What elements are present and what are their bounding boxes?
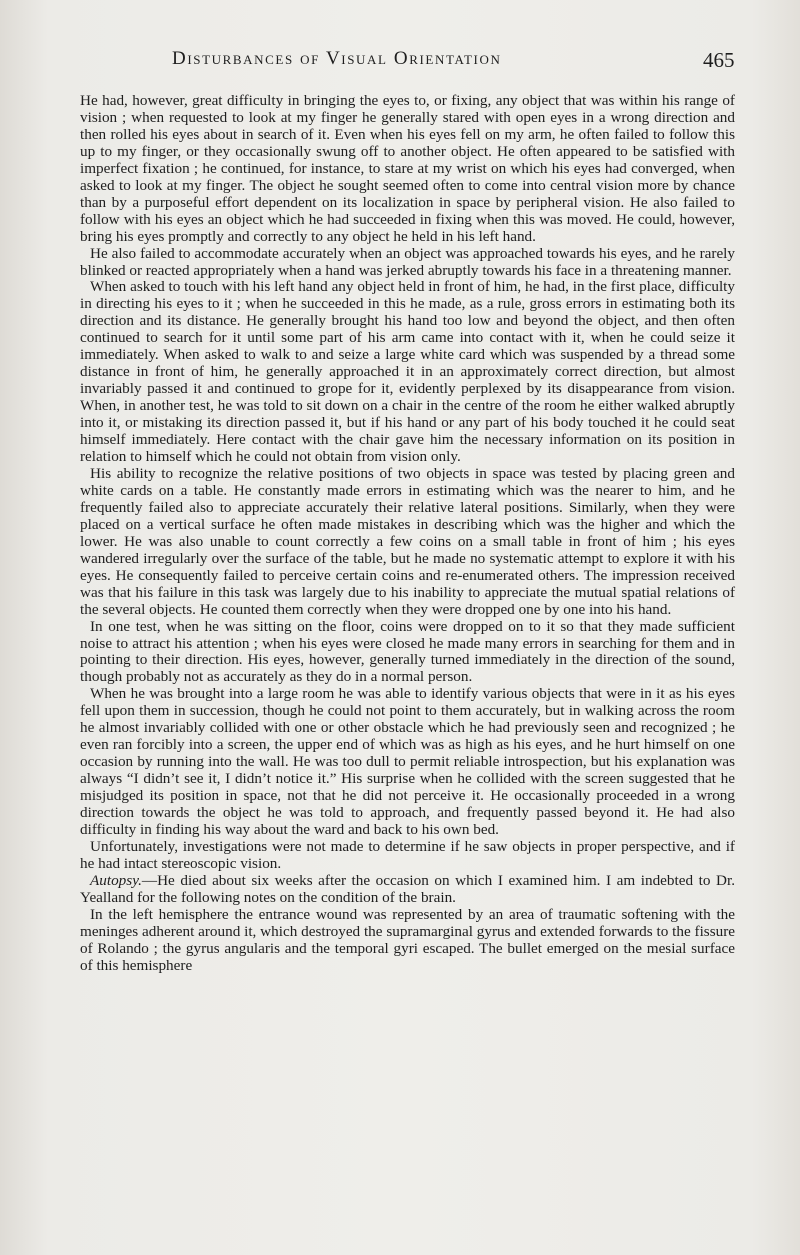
paragraph: When he was brought into a large room he was able to identify various objects that were in it as his eyes fell upon them in succession, though he could not point to them accurately, but in walking across the room he almost invariably collided with one or other obstacle which he had previously seen and recognized ; he even ran forcibly into a screen, the upper end of which was as high as his eyes, and he hurt himself on one occasion by running into the wall. He was too dull to permit reliable introspection, but his explanation was always “I didn’t see it, I didn’t notice it.” His surprise when he collided with the screen suggested that he misjudged its position in space, not that he did not perceive it. He occasionally proceeded in a wrong direction towards the object he was told to approach, and frequently passed beyond it. He had also difficulty in finding his way about the ward and back to his own bed. [80,685,735,838]
page-header [0,48,800,76]
paragraph-autopsy: Autopsy.—He died about six weeks after the occasion on which I examined him. I am indebted to Dr. Yealland for the following notes on the condition of the brain. [80,871,735,906]
paragraph: In the left hemisphere the entrance wound was represented by an area of traumatic softening with the meninges adherent around it, which destroyed the supramarginal gyrus and extended forwards to the fissure of Rolando ; the gyrus angularis and the temporal gyri escaped. The bullet emerged on the mesial surface of this hemisphere [80,905,735,974]
autopsy-heading: Autopsy. [90,871,142,889]
body-text [80,93,735,975]
running-title: Disturbances of Visual Orientation [172,48,502,69]
paragraph: He also failed to accommodate accurately when an object was approached towards his eyes, and he rarely blinked or reacted appropriately when a hand was jerked abruptly towards his face in a threatening manner. [80,244,735,279]
paragraph: His ability to recognize the relative positions of two objects in space was tested by placing green and white cards on a table. He constantly made errors in estimating which was the nearer to him, and he frequently failed also to appreciate accurately their relative lateral positions. Similarly, when they were placed on a vertical surface he often made mistakes in describing which was the higher and which the lower. He was also unable to count correctly a few coins on a small table in front of him ; his eyes wandered irregularly over the surface of the table, but he made no systematic attempt to explore it with his eyes. He consequently failed to perceive certain coins and re-enumerated others. The impression received was that his failure in this task was largely due to his inability to appreciate the mutual spatial relations of the several objects. He counted them correctly when they were dropped one by one into his hand. [80,464,735,618]
page-number: 465 [703,48,735,72]
paragraph: In one test, when he was sitting on the floor, coins were dropped on to it so that they made sufficient noise to attract his attention ; when his eyes were closed he made many errors in searching for them and in pointing to their direction. His eyes, however, generally turned immediately in the direction of the sound, though probably not as accurately as they do in a normal person. [80,617,735,686]
paragraph: Unfortunately, investigations were not made to determine if he saw objects in proper perspective, and if he had intact stereoscopic vision. [80,837,735,872]
paragraph: He had, however, great difficulty in bringing the eyes to, or fixing, any object that was within his range of vision ; when requested to look at my finger he generally stared with open eyes in a wrong direction and then rolled his eyes about in search of it. Even when his eyes fell on my arm, he often failed to follow this up to my finger, or they occasionally swung off to another object. He often appeared to be satisfied with imperfect fixation ; he continued, for instance, to stare at my wrist on which his eyes had converged, when asked to look at my finger. The object he sought seemed often to come into central vision more by chance than by a purposeful effort dependent on its localization in space by peripheral vision. He also failed to follow with his eyes an object which he had succeeded in fixing when this was moved. He could, however, bring his eyes promptly and correctly to any object he held in his left hand. [80,92,735,245]
paragraph: When asked to touch with his left hand any object held in front of him, he had, in the first place, difficulty in directing his eyes to it ; when he succeeded in this he made, as a rule, gross errors in estimating both its direction and its distance. He generally brought his hand too low and beyond the object, and then often continued to search for it until some part of his arm came into contact with it, when he could seize it immediately. When asked to walk to and seize a large white card which was suspended by a thread some distance in front of him, he generally approached it in an approximately correct direction, but almost invariably passed it and continued to grope for it, evidently perplexed by its disappearance from vision. When, in another test, he was told to sit down on a chair in the centre of the room he either walked abruptly into it, or mistaking its direction passed it, but if his hand or any part of his body touched it he could seat himself immediately. Here contact with the chair gave him the necessary information on its position in relation to himself which he could not obtain from vision only. [80,278,735,466]
